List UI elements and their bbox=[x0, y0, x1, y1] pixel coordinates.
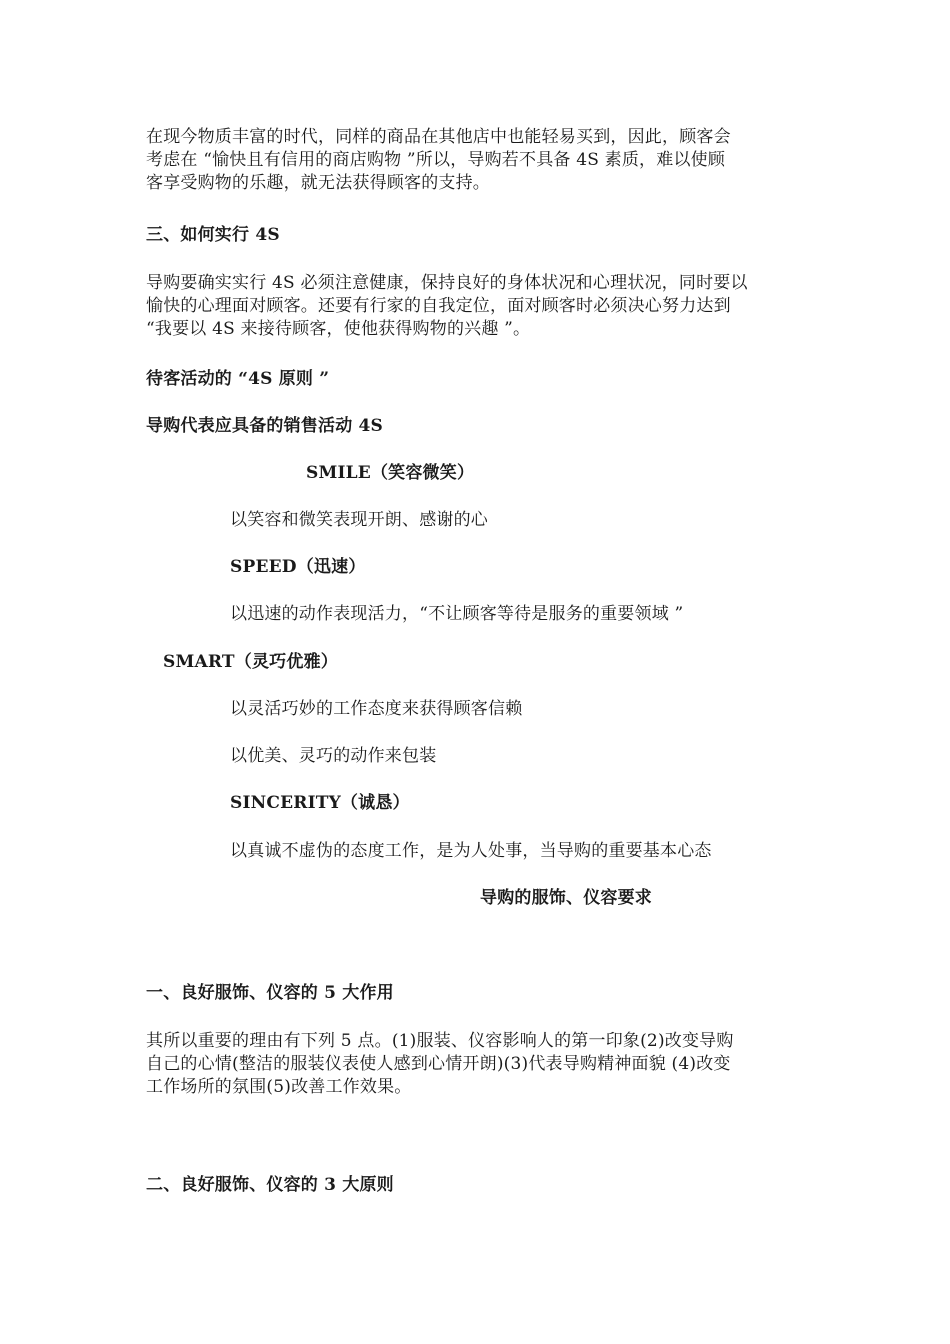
five-line-2: 自己的心情(整洁的服装仪表使人感到心情开朗)(3)代表导购精神面貌 (4)改变 bbox=[146, 1054, 731, 1074]
how-line-1: 导购要确实实行 4S 必须注意健康，保持良好的身体状况和心理状况，同时要以 bbox=[146, 273, 748, 293]
smile-title: SMILE（笑容微笑） bbox=[306, 463, 475, 483]
five-functions-paragraph bbox=[146, 1030, 806, 1099]
intro-line-1: 在现今物质丰富的时代，同样的商品在其他店中也能轻易买到，因此，顾客会 bbox=[146, 127, 731, 147]
heading-five-functions: 一、良好服饰、仪容的 5 大作用 bbox=[146, 983, 394, 1003]
sincerity-description: 以真诚不虚伪的态度工作，是为人处事，当导购的重要基本心态 bbox=[230, 841, 712, 861]
smart-description-1: 以灵活巧妙的工作态度来获得顾客信赖 bbox=[230, 699, 523, 719]
smart-description-2: 以优美、灵巧的动作来包装 bbox=[230, 746, 437, 766]
how-line-2: 愉快的心理面对顾客。还要有行家的自我定位，面对顾客时必须决心努力达到 bbox=[146, 296, 731, 316]
intro-paragraph bbox=[146, 126, 806, 195]
five-line-3: 工作场所的氛围(5)改善工作效果。 bbox=[146, 1077, 412, 1097]
intro-line-2: 考虑在 “愉快且有信用的商店购物 ”所以，导购若不具备 4S 素质，难以使顾 bbox=[146, 150, 726, 170]
heading-4s-principle: 待客活动的 “4S 原则 ” bbox=[146, 369, 330, 389]
heading-how-to-implement: 三、如何实行 4S bbox=[146, 225, 280, 245]
five-line-1: 其所以重要的理由有下列 5 点。(1)服装、仪容影响人的第一印象(2)改变导购 bbox=[146, 1031, 734, 1051]
intro-line-3: 客享受购物的乐趣，就无法获得顾客的支持。 bbox=[146, 173, 490, 193]
smart-title: SMART（灵巧优雅） bbox=[163, 652, 338, 672]
sincerity-title: SINCERITY（诚恳） bbox=[230, 793, 410, 813]
heading-three-principles: 二、良好服饰、仪容的 3 大原则 bbox=[146, 1175, 394, 1195]
how-line-3: “我要以 4S 来接待顾客，使他获得购物的兴趣 ”。 bbox=[146, 319, 531, 339]
section-title-dress: 导购的服饰、仪容要求 bbox=[480, 888, 652, 908]
smile-description: 以笑容和微笑表现开朗、感谢的心 bbox=[230, 510, 488, 530]
speed-title: SPEED（迅速） bbox=[230, 557, 366, 577]
heading-sales-activity: 导购代表应具备的销售活动 4S bbox=[146, 416, 384, 436]
how-paragraph bbox=[146, 272, 806, 341]
speed-description: 以迅速的动作表现活力，“不让顾客等待是服务的重要领域 ” bbox=[230, 604, 684, 624]
